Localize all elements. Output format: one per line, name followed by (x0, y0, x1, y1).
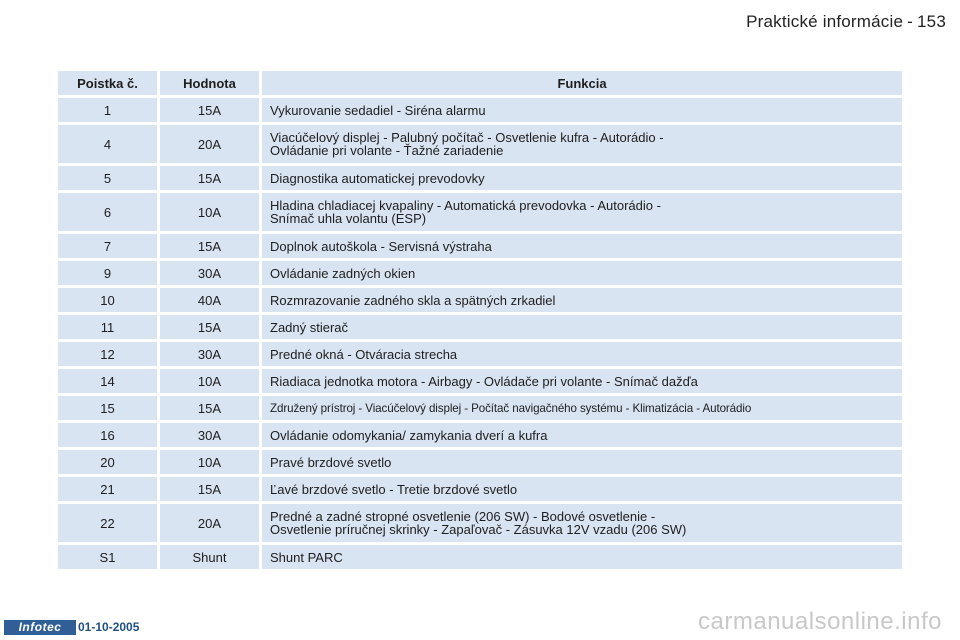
page-number: 153 (917, 12, 946, 31)
fuse-function-cell (262, 315, 902, 339)
fuse-function-cell (262, 234, 902, 258)
page-header (746, 12, 946, 32)
fuse-number-cell: S1 (58, 545, 160, 569)
function-line: Doplnok autoškola - Servisná výstraha (270, 238, 492, 254)
fuse-value-cell: Shunt (160, 545, 262, 569)
function-line: Združený prístroj - Viacúčelový displej - Počítač navigačného systému - Klimatizácia - Autorádio (270, 401, 752, 415)
fuse-number-cell: 1 (58, 98, 160, 122)
table-row (58, 125, 902, 163)
fuse-function-cell (262, 288, 902, 312)
fuse-value-cell: 15A (160, 166, 262, 190)
fuse-function-cell (262, 477, 902, 501)
fuse-function-cell (262, 193, 902, 231)
fuse-value-cell: 30A (160, 342, 262, 366)
fuse-function-cell (262, 450, 902, 474)
table-row (58, 545, 902, 569)
infotec-logo: Infotec (4, 620, 76, 635)
fuse-value-cell: 15A (160, 396, 262, 420)
fuse-value-cell: 15A (160, 234, 262, 258)
function-line: Viacúčelový displej - Palubný počítač - Osvetlenie kufra - Autorádio - (270, 130, 664, 145)
table-row (58, 450, 902, 474)
table-row (58, 477, 902, 501)
table-row (58, 261, 902, 285)
column-header-fuse: Poistka č. (58, 71, 160, 95)
table-row (58, 423, 902, 447)
function-line: Osvetlenie príručnej skrinky - Zapaľovač - Zásuvka 12V vzadu (206 SW) (270, 522, 687, 537)
table-row (58, 504, 902, 542)
fuse-value-cell: 40A (160, 288, 262, 312)
table-row (58, 98, 902, 122)
fuse-value-cell: 30A (160, 423, 262, 447)
fuse-number-cell: 6 (58, 193, 160, 231)
fuse-number-cell: 20 (58, 450, 160, 474)
table-row (58, 193, 902, 231)
fuse-value-cell: 10A (160, 369, 262, 393)
fuse-value-cell: 15A (160, 477, 262, 501)
table-body (58, 98, 902, 569)
fuse-function-cell (262, 545, 902, 569)
fuse-value-cell: 20A (160, 125, 262, 163)
fuse-number-cell: 10 (58, 288, 160, 312)
function-line: Riadiaca jednotka motora - Airbagy - Ovládače pri volante - Snímač dažďa (270, 373, 698, 389)
table-row (58, 342, 902, 366)
fuse-function-cell (262, 369, 902, 393)
fuse-function-cell (262, 423, 902, 447)
fuse-function-cell (262, 125, 902, 163)
footer-date: 01-10-2005 (78, 620, 140, 634)
fuse-value-cell: 15A (160, 98, 262, 122)
fuse-value-cell: 30A (160, 261, 262, 285)
table-row (58, 166, 902, 190)
fuse-number-cell: 11 (58, 315, 160, 339)
fuse-value-cell: 10A (160, 193, 262, 231)
column-header-function: Funkcia (262, 71, 902, 95)
fuse-number-cell: 15 (58, 396, 160, 420)
function-line: Pravé brzdové svetlo (270, 454, 392, 470)
fuse-function-cell (262, 342, 902, 366)
fuse-value-cell: 15A (160, 315, 262, 339)
function-line: Predné okná - Otváracia strecha (270, 346, 458, 362)
function-line: Hladina chladiacej kvapaliny - Automatická prevodovka - Autorádio - (270, 198, 661, 213)
fuse-value-cell: 10A (160, 450, 262, 474)
header-separator: - (907, 12, 914, 31)
function-line: Rozmrazovanie zadného skla a spätných zrkadiel (270, 292, 556, 308)
function-line: Snímač uhla volantu (ESP) (270, 211, 427, 226)
fuse-number-cell: 21 (58, 477, 160, 501)
fuse-number-cell: 14 (58, 369, 160, 393)
fuse-function-cell (262, 166, 902, 190)
table-header-row (58, 71, 902, 95)
column-header-value: Hodnota (160, 71, 262, 95)
fuse-number-cell: 5 (58, 166, 160, 190)
fuse-number-cell: 9 (58, 261, 160, 285)
function-line: Zadný stierač (270, 319, 349, 335)
fuse-table (58, 68, 902, 572)
fuse-function-cell (262, 98, 902, 122)
fuse-number-cell: 22 (58, 504, 160, 542)
function-line: Predné a zadné stropné osvetlenie (206 SW) - Bodové osvetlenie - (270, 509, 656, 524)
section-title: Praktické informácie (746, 12, 904, 31)
fuse-function-cell (262, 396, 902, 420)
function-line: Diagnostika automatickej prevodovky (270, 170, 485, 186)
table-row (58, 396, 902, 420)
table-row (58, 369, 902, 393)
table-row (58, 288, 902, 312)
function-line: Ovládanie zadných okien (270, 265, 416, 281)
function-line: Ľavé brzdové svetlo - Tretie brzdové svetlo (270, 481, 518, 497)
fuse-function-cell (262, 504, 902, 542)
fuse-function-cell (262, 261, 902, 285)
watermark: carmanualsonline.info (698, 608, 942, 635)
fuse-number-cell: 16 (58, 423, 160, 447)
fuse-number-cell: 12 (58, 342, 160, 366)
fuse-number-cell: 7 (58, 234, 160, 258)
table-row (58, 315, 902, 339)
function-line: Ovládanie pri volante - Ťažné zariadenie (270, 143, 504, 158)
fuse-value-cell: 20A (160, 504, 262, 542)
function-line: Ovládanie odomykania/ zamykania dverí a kufra (270, 427, 548, 443)
function-line: Vykurovanie sedadiel - Siréna alarmu (270, 102, 486, 118)
table-row (58, 234, 902, 258)
fuse-number-cell: 4 (58, 125, 160, 163)
function-line: Shunt PARC (270, 549, 343, 565)
